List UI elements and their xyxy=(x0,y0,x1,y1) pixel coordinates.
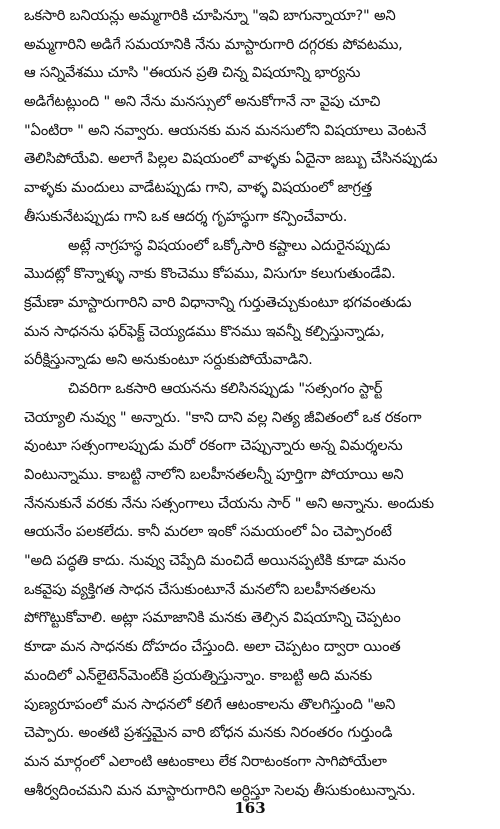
text-line: క్రమేణా మాస్టారుగారిని వారి విధానాన్ని గుర్తుతెచ్చుకుంటూ భగవంతుడు xyxy=(24,293,412,311)
text-line: తీసుకునేటప్పుడు గాని ఒక ఆదర్శ గృహస్థుగా కన్పించేవారు. xyxy=(24,207,348,225)
text-line: ఒకసారి బనియన్లు అమ్మగారికి చూపిన్నూ "ఇవి బాగున్నాయా?" అని xyxy=(24,7,396,24)
text-line: వుంటూ సత్సంగాలప్పుడు మరో రకంగా చెప్పున్నారు అన్న విమర్శలను xyxy=(24,437,403,455)
text-line: అమ్మగారిని అడిగే సమయానికి నేను మాస్టారుగారి దగ్గరకు పోవటము, xyxy=(24,35,403,53)
text-line: వాళ్ళకు మందులు వాడేటప్పుడు గాని, వాళ్ళ విషయంలో జాగ్రత్త xyxy=(24,179,373,197)
text-line: మందిలో ఎన్‌లైటెన్‌మెంట్‌కి ప్రయత్నిస్తున్నాం. కాబట్టి అది మనకు xyxy=(24,666,372,684)
text-line: "ఏంటిరా " అని నవ్వారు. ఆయనకు మన మనసులోని విషయాలు వెంటనే xyxy=(24,121,427,139)
text-line: ఆయనేం పలకలేదు. కానీ మరలా ఇంకో సమయంలో ఏం చెప్పారంటే xyxy=(24,523,392,541)
text-line: ఆశీర్వదించమని మన మాస్టారుగారిని అర్ధిస్తూ సెలవు తీసుకుంటున్నాను. xyxy=(24,781,416,799)
text-line: "అది పద్ధతి కాదు. నువ్వు చెప్పేది మంచిదే అయినప్పటికి కూడా మనం xyxy=(24,552,406,570)
text-line: ఆ సన్నివేశము చూసి "ఈయన ప్రతి చిన్న విషయాన్ని భార్యను xyxy=(24,64,361,82)
text-line: చెప్పారు. అంతటి ప్రశస్తమైన వారి బోధన మనకు నిరంతరం గుర్తుండి xyxy=(24,724,393,742)
paragraph-3 xyxy=(24,375,478,805)
text-line: పరీక్షిస్తున్నాడు అని అనుకుంటూ సర్దుకుపోయేవాడిని. xyxy=(24,351,313,369)
text-line: మన మార్గంలో ఎలాంటి ఆటంకాలు లేక నిరాటంకంగా సాగిపోయేలా xyxy=(24,752,387,770)
text-line: నేననుకునే వరకు నేను సత్సంగాలు చేయను సార్ " అని అన్నాను. అందుకు xyxy=(24,494,434,512)
text-line: అట్లే నాగ్రహస్థ విషయంలో ఒక్కోసారి కష్టాలు ఎదురైనప్పుడు xyxy=(68,236,391,254)
text-line: మొదట్లో కొన్నాళ్ళు నాకు కొంచెము కోపము, విసుగూ కలుగుతుండేవి. xyxy=(24,265,396,283)
text-line: మన సాధనను ఫర్‌ఫెక్ట్ చెయ్యడము కొనము ఇవన్నీ కల్పిస్తున్నాడు, xyxy=(24,322,385,340)
text-line: వింటున్నాము. కాబట్టి నాలోని బలహీనతలన్నీ పూర్తిగా పోయాయి అని xyxy=(24,466,404,483)
text-line: పోగొట్టుకోవాలి. అట్లా సమాజానికి మనకు తెల్సిన విషయాన్ని చెప్పటం xyxy=(24,609,401,627)
text-line: కూడా మన సాధనకు దోహదం చేస్తుంది. అలా చెప్పటం ద్వారా యింత xyxy=(24,638,401,656)
text-line: ఒకవైపు వ్యక్తిగత సాధన చేసుకుంటూనే మనలోని బలహీనతలను xyxy=(24,580,376,598)
paragraph-2 xyxy=(24,232,478,375)
text-line: అడిగేటట్లుంది " అని నేను మనస్సులో అనుకోగానే నా వైపు చూచి xyxy=(24,93,381,111)
text-line: చెయ్యాలి నువ్వు " అన్నారు. "కాని దాని వల్ల నిత్య జీవితంలో ఒక రకంగా xyxy=(24,408,422,426)
paragraph-1 xyxy=(24,2,478,232)
text-line: తెలిసిపోయేవి. అలాగే పిల్లల విషయంలో వాళ్ళకు ఏదైనా జబ్బు చేసినప్పుడు xyxy=(24,150,438,168)
page-number: 163 xyxy=(234,799,266,817)
text-line: పుణ్యరూపంలో మన సాధనలో కలిగే ఆటంకాలను తొలగిస్తుంది "అని xyxy=(24,695,396,713)
text-line: చివరిగా ఒకసారి ఆయనను కలిసినప్పుడు "సత్సంగం స్టార్ట్ xyxy=(68,379,383,397)
